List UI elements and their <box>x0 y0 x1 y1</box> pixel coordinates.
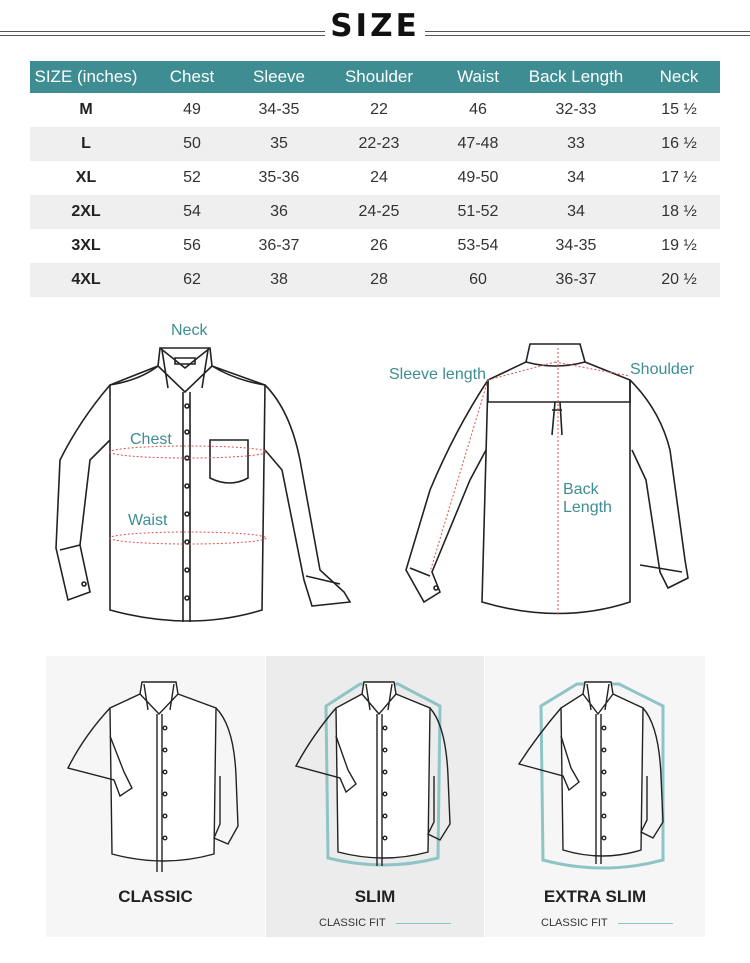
table-row <box>30 161 720 195</box>
table-cell: 16 ½ <box>638 127 720 161</box>
table-cell: 34 <box>514 195 638 229</box>
table-cell: 19 ½ <box>661 237 697 254</box>
table-cell: 34-35 <box>258 101 300 118</box>
fit-legend-label: CLASSIC FIT <box>319 917 386 929</box>
table-cell: L <box>30 127 142 161</box>
front-shirt-diagram <box>50 340 360 630</box>
table-cell: 50 <box>142 127 242 161</box>
label-neck: Neck <box>171 322 208 339</box>
fit-legend-extra-slim <box>541 917 673 929</box>
table-cell: 49 <box>183 101 201 118</box>
fit-panel-extra-slim <box>485 656 705 937</box>
fit-name-slim: SLIM <box>354 887 396 906</box>
table-cell: 36-37 <box>514 263 638 297</box>
table-cell: 22 <box>370 101 388 118</box>
table-cell: XL <box>75 169 97 186</box>
table-cell: 62 <box>142 263 242 297</box>
table-cell: 54 <box>142 195 242 229</box>
header-sleeve: Sleeve <box>242 61 316 93</box>
header-neck: Neck <box>638 61 720 93</box>
table-cell: 35 <box>242 127 316 161</box>
table-cell: 47-48 <box>442 127 514 161</box>
table-cell: M <box>79 101 93 118</box>
header-waist: Waist <box>442 61 514 93</box>
extra-slim-shirt-illustration <box>503 676 693 876</box>
table-cell: 46 <box>469 101 487 118</box>
table-cell: 60 <box>442 263 514 297</box>
slim-shirt-illustration <box>284 676 474 876</box>
fit-name-extra-slim: EXTRA SLIM <box>543 887 647 906</box>
table-cell: 36-37 <box>258 237 300 254</box>
legend-line <box>618 923 673 924</box>
table-cell: 49-50 <box>457 169 499 186</box>
fit-panel-classic <box>46 656 265 937</box>
fit-legend-slim <box>319 917 451 929</box>
header-back-length: Back Length <box>514 61 638 93</box>
header-chest: Chest <box>142 61 242 93</box>
table-row <box>30 229 720 263</box>
table-header-row <box>30 61 720 93</box>
legend-line <box>396 923 451 924</box>
label-chest: Chest <box>130 431 172 448</box>
table-cell: 22-23 <box>316 127 442 161</box>
table-cell: 52 <box>183 169 201 186</box>
table-cell: 53-54 <box>457 237 499 254</box>
table-cell: 26 <box>370 237 388 254</box>
label-sleeve-length: Sleeve length <box>389 366 486 383</box>
table-cell: 17 ½ <box>661 169 697 186</box>
table-cell: 24 <box>370 169 388 186</box>
size-chart-table <box>30 61 720 297</box>
table-row <box>30 195 720 229</box>
header-size: SIZE (inches) <box>30 61 142 93</box>
fit-name-classic: CLASSIC <box>118 887 193 906</box>
table-cell: 24-25 <box>316 195 442 229</box>
fit-legend-label: CLASSIC FIT <box>541 917 608 929</box>
classic-shirt-illustration <box>64 676 254 876</box>
table-cell: 36 <box>242 195 316 229</box>
table-cell: 34 <box>567 169 585 186</box>
table-cell: 18 ½ <box>638 195 720 229</box>
table-cell: 33 <box>514 127 638 161</box>
table-row <box>30 127 720 161</box>
label-shoulder: Shoulder <box>630 361 695 378</box>
table-cell: 28 <box>316 263 442 297</box>
table-cell: 34-35 <box>555 237 597 254</box>
page-title: SIZE <box>330 8 420 44</box>
table-row <box>30 93 720 127</box>
table-cell: 4XL <box>30 263 142 297</box>
header-shoulder: Shoulder <box>316 61 442 93</box>
table-cell: 38 <box>242 263 316 297</box>
label-back-length-line2: Length <box>563 499 612 516</box>
table-row <box>30 263 720 297</box>
label-waist: Waist <box>128 512 168 529</box>
table-cell: 51-52 <box>442 195 514 229</box>
table-cell: 15 ½ <box>661 101 697 118</box>
table-cell: 56 <box>183 237 201 254</box>
label-back-length-line1: Back <box>563 481 599 498</box>
table-cell: 35-36 <box>258 169 300 186</box>
table-cell: 3XL <box>71 237 101 254</box>
fit-panel-slim <box>266 656 484 937</box>
table-cell: 20 ½ <box>638 263 720 297</box>
label-back-length <box>563 481 612 517</box>
table-cell: 32-33 <box>555 101 597 118</box>
table-cell: 2XL <box>30 195 142 229</box>
